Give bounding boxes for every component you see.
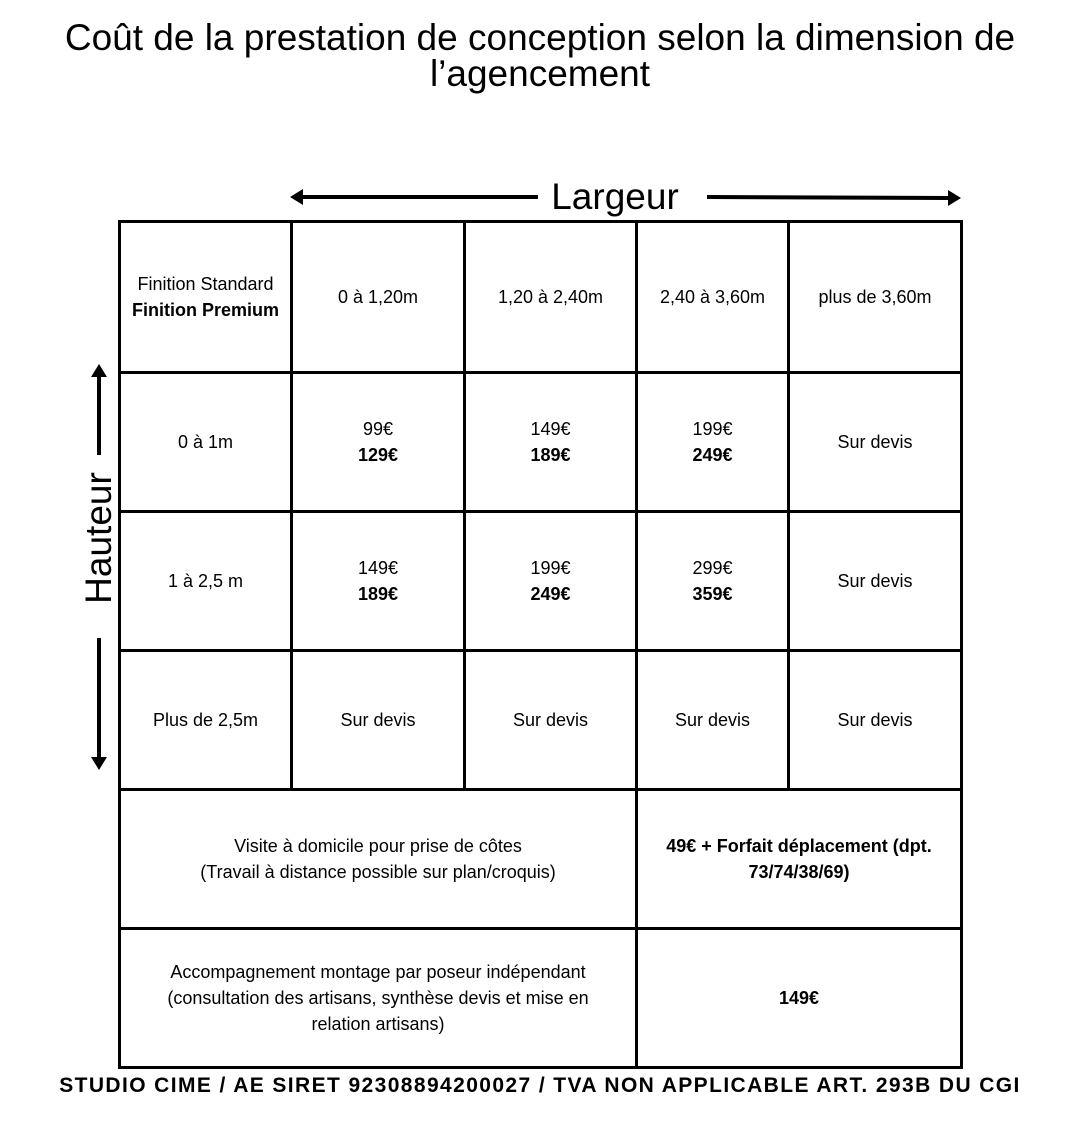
finition-premium-label: Finition Premium bbox=[131, 300, 279, 320]
standard-price: 299€ bbox=[692, 558, 733, 578]
standard-price: 199€ bbox=[530, 558, 571, 578]
hauteur-up-arrow-icon bbox=[91, 364, 107, 455]
row-header: Plus de 2,5m bbox=[120, 651, 292, 790]
price-cell bbox=[637, 512, 789, 651]
standard-price: 149€ bbox=[530, 419, 571, 439]
extra-description bbox=[120, 790, 637, 929]
finition-legend-cell bbox=[120, 222, 292, 373]
visite-description-line2: (Travail à distance possible sur plan/croquis) bbox=[200, 862, 556, 882]
quote-cell: Sur devis bbox=[465, 651, 637, 790]
price-cell bbox=[637, 373, 789, 512]
standard-price: 99€ bbox=[362, 419, 394, 439]
column-header: 0 à 1,20m bbox=[292, 222, 465, 373]
column-header: 2,40 à 3,60m bbox=[637, 222, 789, 373]
pricing-table bbox=[118, 220, 963, 1069]
largeur-right-arrow-icon bbox=[707, 190, 961, 206]
column-header: 1,20 à 2,40m bbox=[465, 222, 637, 373]
quote-cell: Sur devis bbox=[789, 373, 962, 512]
price-cell bbox=[465, 373, 637, 512]
premium-price: 129€ bbox=[357, 445, 399, 465]
premium-price: 249€ bbox=[692, 445, 733, 465]
page-title: Coût de la prestation de conception selon la dimension de l’agencement bbox=[64, 17, 1016, 94]
table-row bbox=[120, 512, 962, 651]
extra-description: Accompagnement montage par poseur indépendant (consultation des artisans, synthèse devis et mise en relation artisans) bbox=[120, 929, 637, 1068]
standard-price: 149€ bbox=[357, 558, 399, 578]
visite-description-line1: Visite à domicile pour prise de côtes bbox=[234, 836, 522, 856]
table-row bbox=[120, 373, 962, 512]
extra-row-visite bbox=[120, 790, 962, 929]
premium-price: 249€ bbox=[530, 584, 571, 604]
column-header: plus de 3,60m bbox=[789, 222, 962, 373]
extra-row-accompagnement bbox=[120, 929, 962, 1068]
premium-price: 189€ bbox=[530, 445, 571, 465]
premium-price: 359€ bbox=[692, 584, 733, 604]
quote-cell: Sur devis bbox=[789, 512, 962, 651]
price-cell bbox=[292, 512, 465, 651]
standard-price: 199€ bbox=[692, 419, 733, 439]
hauteur-down-arrow-icon bbox=[91, 638, 107, 770]
largeur-left-arrow-icon bbox=[290, 189, 538, 205]
quote-cell: Sur devis bbox=[292, 651, 465, 790]
largeur-axis-label: Largeur bbox=[551, 176, 679, 217]
price-cell bbox=[292, 373, 465, 512]
premium-price: 189€ bbox=[357, 584, 399, 604]
hauteur-axis-label: Hauteur bbox=[78, 472, 119, 604]
quote-cell: Sur devis bbox=[789, 651, 962, 790]
finition-standard-label: Finition Standard bbox=[137, 274, 274, 294]
row-header: 0 à 1m bbox=[120, 373, 292, 512]
quote-cell: Sur devis bbox=[637, 651, 789, 790]
table-row bbox=[120, 651, 962, 790]
table-header-row bbox=[120, 222, 962, 373]
company-footer: STUDIO CIME / AE SIRET 92308894200027 / TVA NON APPLICABLE ART. 293B DU CGI bbox=[59, 1074, 1021, 1097]
extra-price: 149€ bbox=[637, 929, 962, 1068]
price-cell bbox=[465, 512, 637, 651]
row-header: 1 à 2,5 m bbox=[120, 512, 292, 651]
extra-price: 49€ + Forfait déplacement (dpt. 73/74/38/69) bbox=[637, 790, 962, 929]
